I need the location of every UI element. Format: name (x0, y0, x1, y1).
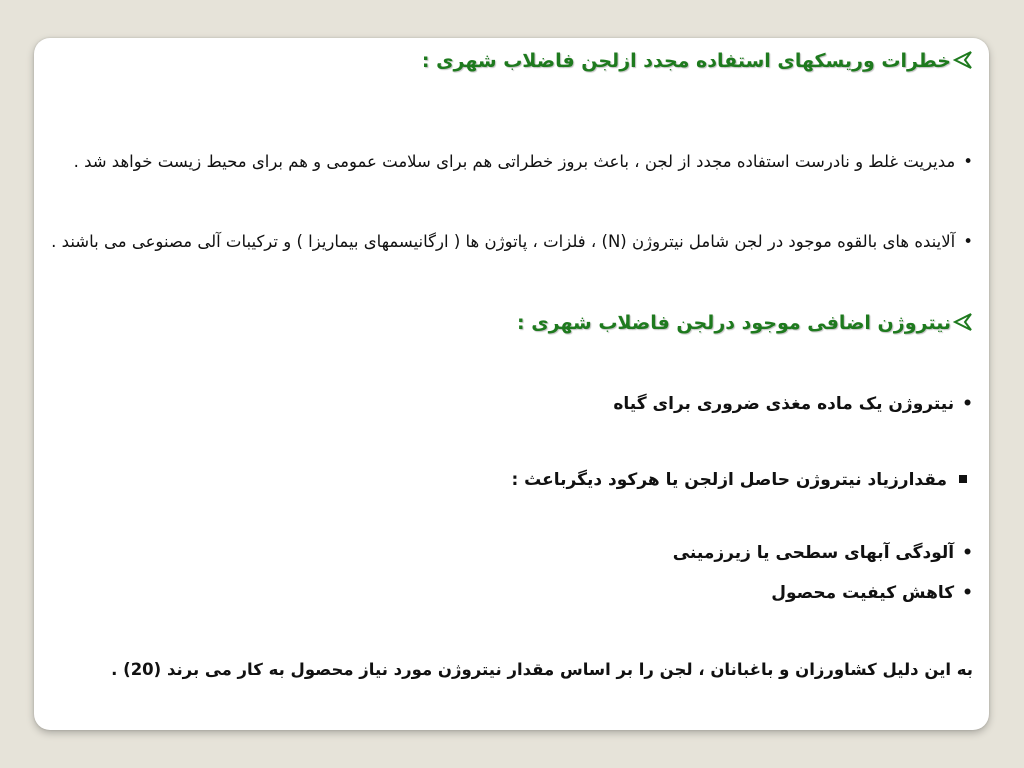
arrow-bullet-icon (953, 312, 973, 332)
item-nitrogen-nutrient-text: نیتروژن یک ماده مغذی ضروری برای گیاه (613, 394, 955, 414)
heading-nitrogen-text: نیتروژن اضافی موجود درلجن فاضلاب شهری (531, 312, 951, 334)
bullet-dot: • (962, 583, 973, 603)
heading-nitrogen (517, 312, 973, 334)
subitem-water-pollution (673, 543, 973, 563)
item-excess-nitrogen-text: مقدارزیاد نیتروژن حاصل ازلجن یا هرکود دیگرباعث : (511, 470, 947, 490)
paragraph-mismanagement-text: مدیریت غلط و نادرست استفاده مجدد از لجن ، باعث بروز خطراتی هم برای سلامت عمومی و هم برای محیط زیست خواهد شد . (73, 152, 956, 171)
subitem-crop-quality-text: کاهش کیفیت محصول (771, 583, 955, 603)
subitem-crop-quality (771, 583, 973, 603)
heading-risks-colon: : (421, 50, 430, 72)
subitem-water-pollution-text: آلودگی آبهای سطحی یا زیرزمینی (672, 543, 955, 563)
paragraph-conclusion-text: به این دلیل کشاورزان و باغبانان ، لجن را بر اساس مقدار نیتروژن مورد نیاز محصول به کار می برند (20) . (111, 660, 973, 679)
bullet-dot: • (962, 543, 973, 563)
paragraph-pollutants (50, 222, 973, 262)
arrow-bullet-icon (953, 50, 973, 70)
bullet-dot: • (962, 394, 973, 414)
heading-risks-text: خطرات وریسکهای استفاده مجدد ازلجن فاضلاب شهری (436, 50, 951, 72)
bullet-dot: • (963, 232, 973, 251)
heading-risks (422, 50, 973, 72)
heading-nitrogen-colon: : (517, 312, 525, 334)
paragraph-pollutants-text: آلاینده های بالقوه موجود در لجن شامل نیتروژن (N) ، فلزات ، پاتوژن ها ( ارگانیسمهای بیماریزا ) و ترکیبات آلی مصنوعی می باشند . (51, 232, 956, 251)
item-nitrogen-nutrient (613, 394, 973, 414)
slide (34, 38, 989, 730)
bullet-dot: • (963, 152, 973, 171)
item-excess-nitrogen (511, 470, 973, 490)
paragraph-mismanagement (50, 142, 973, 182)
slide-content (50, 38, 973, 730)
paragraph-conclusion (50, 650, 973, 690)
square-bullet-icon (959, 475, 967, 483)
